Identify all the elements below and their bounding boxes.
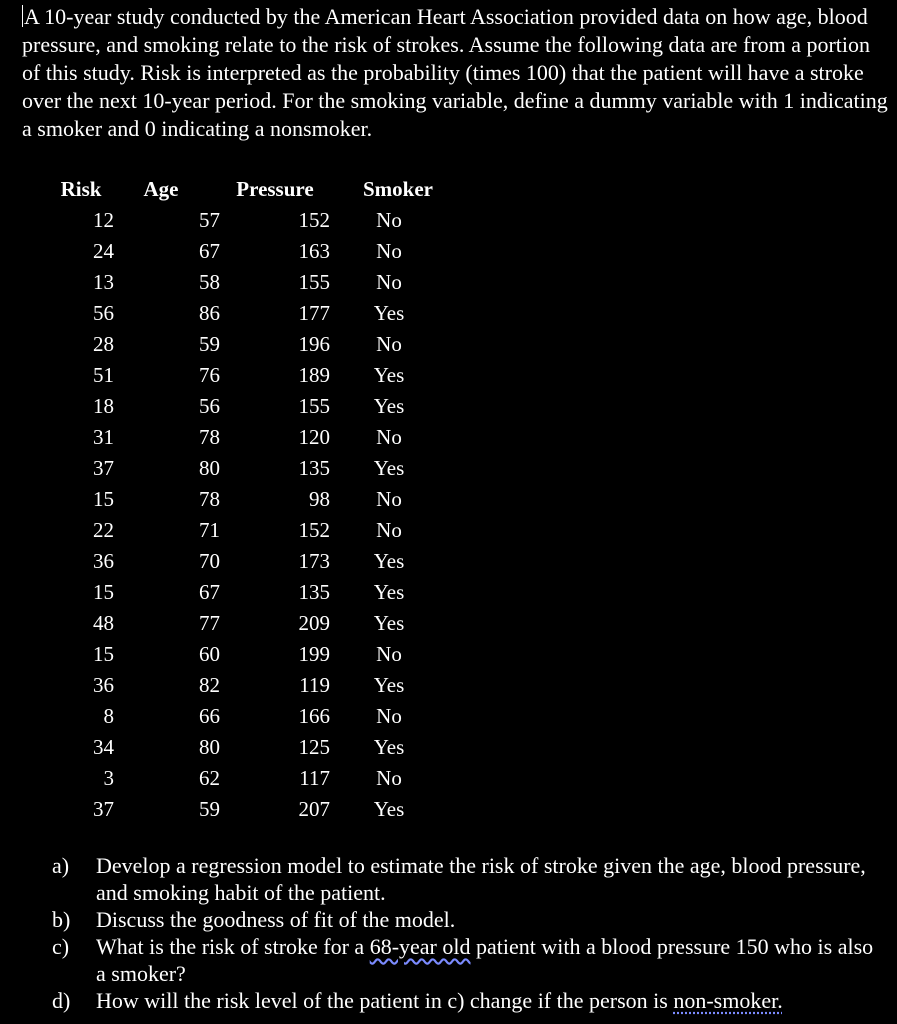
cell-age: 60 (199, 642, 220, 666)
cell-age: 62 (199, 766, 220, 790)
cell-smoker: Yes (373, 735, 405, 759)
header-age: Age (143, 176, 179, 201)
cell-risk: 15 (93, 487, 114, 511)
cell-pressure: 120 (298, 425, 330, 449)
cell-pressure: 163 (298, 239, 330, 263)
table-row (42, 515, 448, 546)
table-row (42, 360, 448, 391)
cell-pressure: 199 (298, 642, 330, 666)
table-row (42, 329, 448, 360)
cell-risk: 15 (93, 580, 114, 604)
cell-smoker: Yes (373, 301, 405, 325)
cell-smoker: No (376, 270, 402, 294)
cell-pressure: 135 (298, 456, 330, 480)
cell-risk: 31 (93, 425, 114, 449)
cell-smoker: No (376, 518, 402, 542)
cell-pressure: 152 (298, 208, 330, 232)
cell-age: 78 (199, 425, 220, 449)
table-row (42, 205, 448, 236)
cell-age: 58 (199, 270, 220, 294)
cell-age: 67 (199, 239, 220, 263)
data-table (42, 173, 448, 825)
cell-risk: 24 (93, 239, 114, 263)
cell-age: 67 (199, 580, 220, 604)
question-b-label: b) (52, 907, 71, 932)
cell-smoker: Yes (373, 394, 405, 418)
table-row (42, 732, 448, 763)
table-row (42, 639, 448, 670)
cell-risk: 15 (93, 642, 114, 666)
cell-smoker: No (376, 642, 402, 666)
question-c-text-after: patient with a blood pressure 150 who is also a smoker? (96, 934, 874, 986)
cell-pressure: 166 (298, 704, 330, 728)
question-d-highlight: non-smoker. (673, 988, 783, 1013)
cell-pressure: 155 (298, 270, 330, 294)
cell-smoker: Yes (373, 363, 405, 387)
table-body (42, 205, 448, 825)
cell-age: 80 (199, 456, 220, 480)
cell-age: 71 (199, 518, 220, 542)
cell-age: 78 (199, 487, 220, 511)
cell-smoker: Yes (373, 549, 405, 573)
question-list (52, 852, 882, 1014)
cell-risk: 13 (93, 270, 114, 294)
question-c-highlight: 68-year old (369, 934, 471, 959)
table-row (42, 298, 448, 329)
cell-age: 80 (199, 735, 220, 759)
table-row (42, 484, 448, 515)
header-pressure: Pressure (236, 176, 314, 201)
cell-smoker: Yes (373, 580, 405, 604)
cell-risk: 56 (93, 301, 114, 325)
cell-smoker: Yes (373, 611, 405, 635)
intro-paragraph (22, 3, 888, 143)
cell-smoker: No (376, 332, 402, 356)
cell-risk: 51 (93, 363, 114, 387)
question-a-text: Develop a regression model to estimate the risk of stroke given the age, blood pressure, and smoking habit of the patient. (96, 853, 866, 905)
cell-age: 59 (199, 332, 220, 356)
cell-risk: 28 (93, 332, 114, 356)
table-row (42, 670, 448, 701)
cell-risk: 12 (93, 208, 114, 232)
table-row (42, 701, 448, 732)
cell-risk: 18 (93, 394, 114, 418)
table-row (42, 608, 448, 639)
cell-pressure: 173 (298, 549, 330, 573)
cell-smoker: No (376, 425, 402, 449)
table-row (42, 422, 448, 453)
cell-age: 76 (199, 363, 220, 387)
cell-age: 70 (199, 549, 220, 573)
table-row (42, 236, 448, 267)
cell-pressure: 152 (298, 518, 330, 542)
question-d-label: d) (52, 988, 71, 1013)
cell-age: 57 (199, 208, 220, 232)
question-a-label: a) (52, 853, 70, 878)
table-row (42, 453, 448, 484)
question-c-label: c) (52, 934, 70, 959)
cell-pressure: 125 (298, 735, 330, 759)
text-cursor (22, 5, 23, 27)
cell-risk: 37 (93, 797, 114, 821)
cell-age: 59 (199, 797, 220, 821)
cell-risk: 8 (103, 704, 114, 728)
question-d (52, 987, 882, 1014)
cell-risk: 48 (93, 611, 114, 635)
cell-pressure: 196 (298, 332, 330, 356)
table-row (42, 391, 448, 422)
question-b-text: Discuss the goodness of fit of the model. (96, 907, 456, 932)
question-c-text-before: What is the risk of stroke for a (96, 934, 370, 959)
question-c (52, 933, 882, 987)
cell-smoker: Yes (373, 673, 405, 697)
question-a (52, 852, 882, 906)
cell-risk: 3 (103, 766, 114, 790)
table-row (42, 267, 448, 298)
cell-age: 86 (199, 301, 220, 325)
header-smoker: Smoker (363, 176, 433, 201)
cell-smoker: No (376, 766, 402, 790)
cell-pressure: 155 (298, 394, 330, 418)
cell-smoker: No (376, 704, 402, 728)
question-d-text-before: How will the risk level of the patient in c) change if the person is (96, 988, 674, 1013)
cell-pressure: 207 (298, 797, 330, 821)
question-b (52, 906, 882, 933)
header-risk: Risk (60, 176, 102, 201)
cell-risk: 37 (93, 456, 114, 480)
cell-pressure: 119 (299, 673, 330, 697)
table-row (42, 794, 448, 825)
cell-risk: 34 (93, 735, 114, 759)
cell-risk: 36 (93, 673, 114, 697)
cell-risk: 36 (93, 549, 114, 573)
cell-risk: 22 (93, 518, 114, 542)
cell-age: 82 (199, 673, 220, 697)
cell-pressure: 98 (309, 487, 330, 511)
cell-smoker: Yes (373, 456, 405, 480)
cell-age: 56 (199, 394, 220, 418)
cell-pressure: 117 (299, 766, 330, 790)
cell-age: 66 (199, 704, 220, 728)
table-row (42, 763, 448, 794)
table-header-row (42, 173, 448, 205)
intro-text: A 10-year study conducted by the American Heart Association provided data on how age, blood pressure, and smoking relate to the risk of strokes. Assume the following data are from a portion of this study. Risk is interpreted as the probability (times 100) that the patient will have a stroke over the next 10-year period. For the smoking variable, define a dummy variable with 1 indicating a smoker and 0 indicating a nonsmoker. (22, 4, 888, 141)
cell-pressure: 189 (298, 363, 330, 387)
table-row (42, 577, 448, 608)
cell-pressure: 209 (298, 611, 330, 635)
cell-age: 77 (199, 611, 220, 635)
cell-smoker: No (376, 239, 402, 263)
cell-pressure: 177 (298, 301, 330, 325)
cell-smoker: Yes (373, 797, 405, 821)
cell-smoker: No (376, 208, 402, 232)
table-row (42, 546, 448, 577)
cell-pressure: 135 (298, 580, 330, 604)
cell-smoker: No (376, 487, 402, 511)
